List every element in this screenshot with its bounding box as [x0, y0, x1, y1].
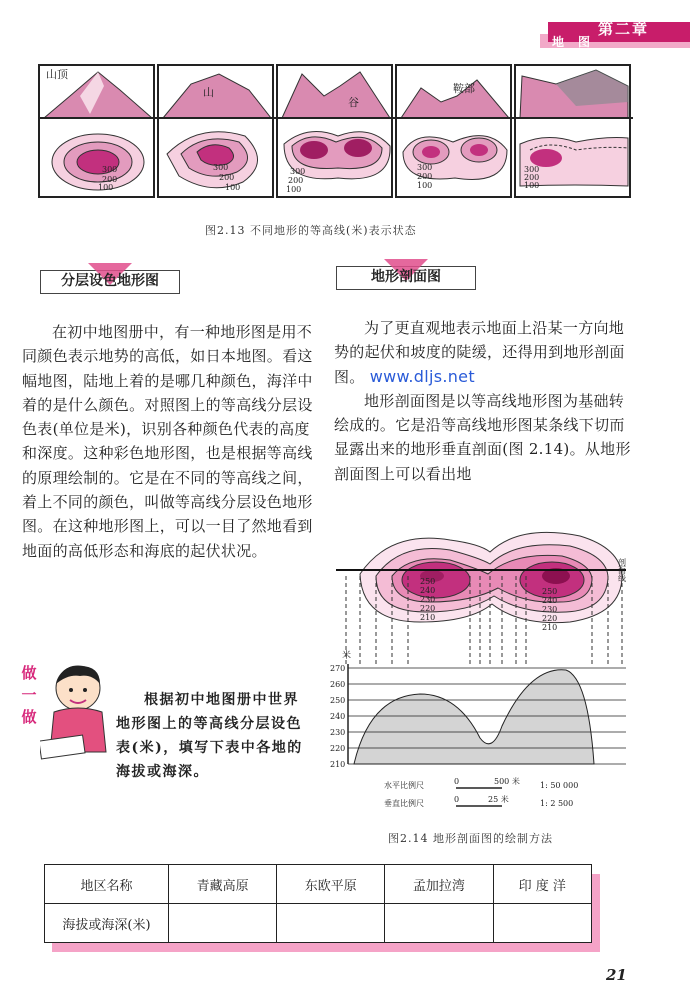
peak-illustration — [40, 66, 157, 200]
svg-text:300: 300 — [417, 163, 433, 172]
table-blank-cell[interactable] — [277, 904, 385, 943]
chapter-subtitle: 地图 — [552, 35, 605, 49]
figure-2-14 — [330, 518, 640, 818]
svg-text:100: 100 — [524, 181, 540, 190]
svg-text:200: 200 — [219, 173, 235, 182]
cliff-illustration — [516, 66, 633, 200]
contour-label-right: 210 — [542, 623, 558, 632]
h-scale-ratio: 1: 50 000 — [540, 781, 579, 790]
svg-text:200: 200 — [417, 172, 433, 181]
section-title-layered — [40, 270, 180, 294]
y-tick-label: 210 — [330, 760, 346, 769]
section-line-label: 剖面线 — [617, 558, 627, 582]
page-number: 21 — [606, 966, 627, 984]
table-blank-cell[interactable] — [169, 904, 277, 943]
table-header-cell: 东欧平原 — [277, 865, 385, 904]
panel-valley — [276, 64, 393, 198]
y-tick-label: 240 — [330, 712, 346, 721]
right-contour-labels — [542, 587, 557, 632]
watermark-url[interactable]: www.dljs.net — [369, 366, 475, 386]
student-illustration — [40, 660, 114, 760]
svg-text:300: 300 — [290, 167, 306, 176]
svg-text:200: 200 — [288, 176, 304, 185]
table-row — [45, 904, 592, 943]
profile-text-1: 为了更直观地表示地面上沿某一方向地势的起伏和坡度的陡缓，还得用到地形剖面图。 — [334, 319, 625, 386]
label-valley: 谷 — [348, 96, 359, 109]
contour-label-right: 240 — [542, 596, 558, 605]
panel-ridge — [157, 64, 274, 198]
y-axis-unit: 米 — [342, 651, 352, 661]
section-title-profile-text: 地形剖面图 — [371, 269, 441, 285]
table-header-cell: 地区名称 — [45, 865, 169, 904]
contour-label-left: 240 — [420, 586, 436, 595]
ridge-illustration — [159, 66, 276, 200]
valley-illustration — [278, 66, 395, 200]
y-tick-label: 220 — [330, 744, 346, 753]
y-tick-label: 270 — [330, 664, 346, 673]
svg-text:300: 300 — [524, 165, 540, 174]
contour-label-right: 230 — [542, 605, 558, 614]
h-scale-end: 500 米 — [494, 777, 520, 786]
contour-label-left: 250 — [420, 577, 436, 586]
y-axis-ticks — [330, 664, 345, 769]
y-tick-label: 230 — [330, 728, 346, 737]
v-scale-start: 0 — [454, 795, 460, 804]
v-scale-ratio: 1: 2 500 — [540, 799, 574, 808]
y-tick-label: 250 — [330, 696, 346, 705]
svg-text:200: 200 — [524, 173, 540, 182]
layered-text: 在初中地图册中，有一种地形图是用不同颜色表示地势的高低，如日本地图。看这幅地图，陆地上着的是哪几种颜色，海洋中着的是什么颜色。对照图上的等高线分层设色表(单位是米)，识别各种颜色代表的高度和深度。这种彩色地形图，也是根据等高线的原理绘制的。它是在不同的等高线之间，着上不同的颜色，叫做等高线分层设色地形图。在这种地形图上，可以一目了然地看到地面的高低形态和海底的起伏状况。 — [22, 323, 313, 560]
section-title-layered-text: 分层设色地形图 — [61, 273, 159, 289]
table-header-row — [45, 865, 592, 904]
panel-cliff — [514, 64, 631, 198]
v-scale-label: 垂直比例尺 — [384, 799, 424, 808]
elevation-table — [44, 864, 592, 943]
label-peak: 山顶 — [46, 68, 68, 81]
section-title-profile — [336, 266, 476, 290]
figure-2-13-caption: 图2.13 不同地形的等高线(米)表示状态 — [205, 224, 417, 237]
h-scale-start: 0 — [454, 777, 460, 786]
profile-paragraph — [334, 316, 634, 486]
svg-text:100: 100 — [225, 183, 241, 192]
contour-label-right: 220 — [542, 614, 558, 623]
v-scale-end: 25 米 — [488, 795, 509, 804]
activity-badge — [18, 662, 40, 728]
svg-text:100: 100 — [417, 181, 433, 190]
table-header-cell: 青藏高原 — [169, 865, 277, 904]
y-tick-label: 260 — [330, 680, 346, 689]
svg-text:100: 100 — [98, 183, 114, 192]
fill-in-table — [44, 864, 592, 942]
layered-paragraph — [22, 320, 320, 563]
svg-text:300: 300 — [213, 163, 229, 172]
label-ridge: 山 — [203, 86, 214, 99]
svg-text:300: 300 — [102, 165, 118, 174]
svg-text:200: 200 — [102, 175, 118, 184]
table-blank-cell[interactable] — [493, 904, 591, 943]
contour-label-right: 250 — [542, 587, 558, 596]
panel-peak — [38, 64, 155, 198]
contour-label-left: 210 — [420, 613, 436, 622]
table-header-cell: 印 度 洋 — [493, 865, 591, 904]
activity-text: 根据初中地图册中世界地形图上的等高线分层设色表(米)，填写下表中各地的海拔或海深。 — [116, 692, 303, 780]
table-blank-cell[interactable] — [385, 904, 493, 943]
activity-badge-text: 做一做 — [21, 664, 37, 726]
chapter-title: 第二章 — [598, 20, 650, 38]
left-contour-labels — [420, 577, 435, 622]
figure-2-14-caption: 图2.14 地形剖面图的绘制方法 — [388, 832, 553, 845]
table-row-label: 海拔或海深(米) — [45, 904, 169, 943]
table-header-cell: 孟加拉湾 — [385, 865, 493, 904]
profile-text-2: 地形剖面图是以等高线地形图为基础转绘成的。它是沿等高线地形图某条线下切而显露出来的地形垂直剖面(图 2.14)。从地形剖面图上可以看出地 — [334, 391, 631, 483]
activity-instruction — [116, 688, 308, 784]
h-scale-label: 水平比例尺 — [384, 781, 424, 790]
contour-label-left: 220 — [420, 604, 436, 613]
label-saddle: 鞍部 — [453, 82, 475, 95]
svg-text:100: 100 — [286, 185, 302, 194]
contour-label-left: 230 — [420, 595, 436, 604]
panel-saddle — [395, 64, 512, 198]
